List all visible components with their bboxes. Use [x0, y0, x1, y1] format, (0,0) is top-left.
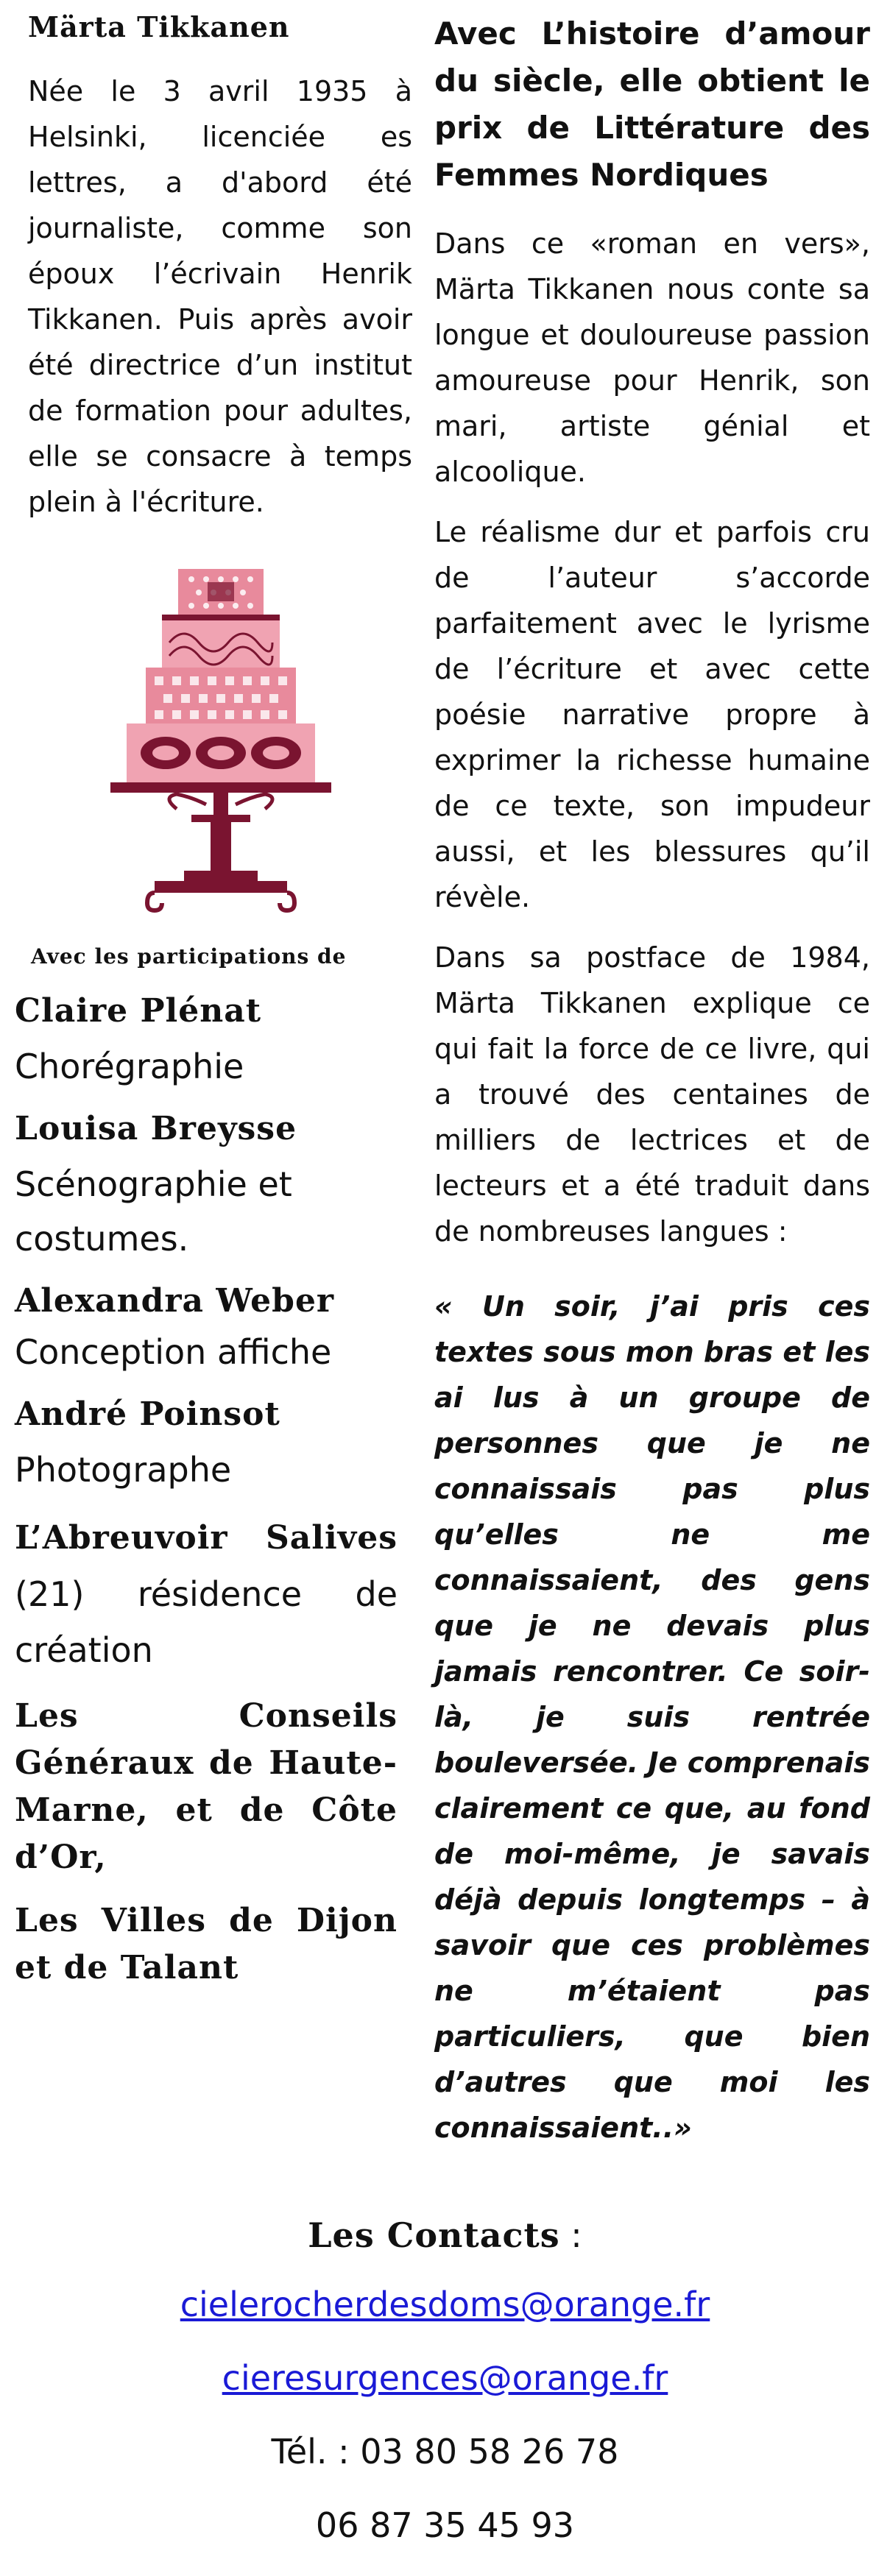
credit-name: Alexandra Weber	[15, 1282, 335, 1320]
residence-description: (21) résidence de création	[15, 1574, 398, 1670]
bio-text: Née le 3 avril 1935 à Helsinki, licenciée es lettres, a d'abord été journaliste, comme son époux l’écrivain Henrik Tikkanen. Puis après avoir été directrice d’un institut de formation pour adultes, elle se consacre à temps plein à l'écriture.	[28, 75, 412, 518]
email-link-2[interactable]: cieresurgences@orange.fr	[222, 2358, 668, 2398]
residence-credit	[15, 1509, 398, 1678]
article-paragraph-3: Dans sa postface de 1984, Märta Tikkanen explique ce qui fait la force de ce livre, qui a trouvé des centaines de milliers de lectrices et de lecteurs et a été traduit dans de nombreuses langues :	[434, 941, 870, 1248]
credit-role: Scénographie et costumes.	[15, 1164, 292, 1259]
credit-name: André Poinsot	[15, 1395, 280, 1433]
contacts-title-label: Les Contacts	[308, 2215, 560, 2255]
email-link-1[interactable]: cielerocherdesdoms@orange.fr	[180, 2285, 710, 2324]
credit-role: Photographe	[15, 1450, 232, 1490]
credit-name: Louisa Breysse	[15, 1110, 297, 1147]
article-paragraph-1: Dans ce «roman en vers», Märta Tikkanen nous conte sa longue et douloureuse passion amoureuse pour Henrik, son mari, artiste génial et alcoolique.	[434, 227, 870, 488]
sponsor-cities: Les Villes de Dijon et de Talant	[15, 1902, 398, 1986]
credit-name: Claire Plénat	[15, 992, 262, 1030]
cake-icon	[110, 569, 331, 915]
right-column	[434, 10, 870, 2151]
cake-illustration	[110, 569, 331, 915]
left-column	[15, 10, 412, 1992]
credit-role: Conception affiche	[15, 1332, 332, 1372]
bio-title: Märta Tikkanen	[28, 10, 290, 43]
email-line-2	[0, 2355, 890, 2401]
email-line-1	[0, 2282, 890, 2327]
article-quote: « Un soir, j’ai pris ces textes sous mon bras et les ai lus à un groupe de personnes que je ne connaissais pas plus qu’elles ne me connaissaient, des gens que je ne devais plus jamais rencontrer. Ce soir-là, je suis rentrée bouleversée. Je comprenais clairement ce que, au fond de moi-même, je savais déjà depuis longtemps – à savoir que ces problèmes ne m’étaient pas particuliers, que bien d’autres que moi les connaissaient..»	[434, 1290, 870, 2144]
article-headline: Avec L’histoire d’amour du siècle, elle obtient le prix de Littérature des Femmes Nordiques	[434, 15, 870, 193]
contacts-title-suffix: :	[559, 2215, 582, 2255]
contacts-title	[0, 2215, 890, 2255]
sponsor-councils: Les Conseils Généraux de Haute-Marne, et de Côte d’Or,	[15, 1697, 398, 1876]
participations-heading: Avec les participations de	[31, 944, 347, 969]
phone-line-1: Tél. : 03 80 58 26 78	[271, 2432, 619, 2471]
credit-role: Chorégraphie	[15, 1047, 244, 1086]
phone-line-2: 06 87 35 45 93	[315, 2505, 575, 2545]
article-paragraph-2: Le réalisme dur et parfois cru de l’auteur s’accorde parfaitement avec le lyrisme de l’écriture et avec cette poésie narrative propre à exprimer la richesse humaine de ce texte, son impudeur aussi, et les blessures qu’il révèle.	[434, 516, 870, 913]
residence-name: L’Abreuvoir Salives	[15, 1519, 398, 1557]
